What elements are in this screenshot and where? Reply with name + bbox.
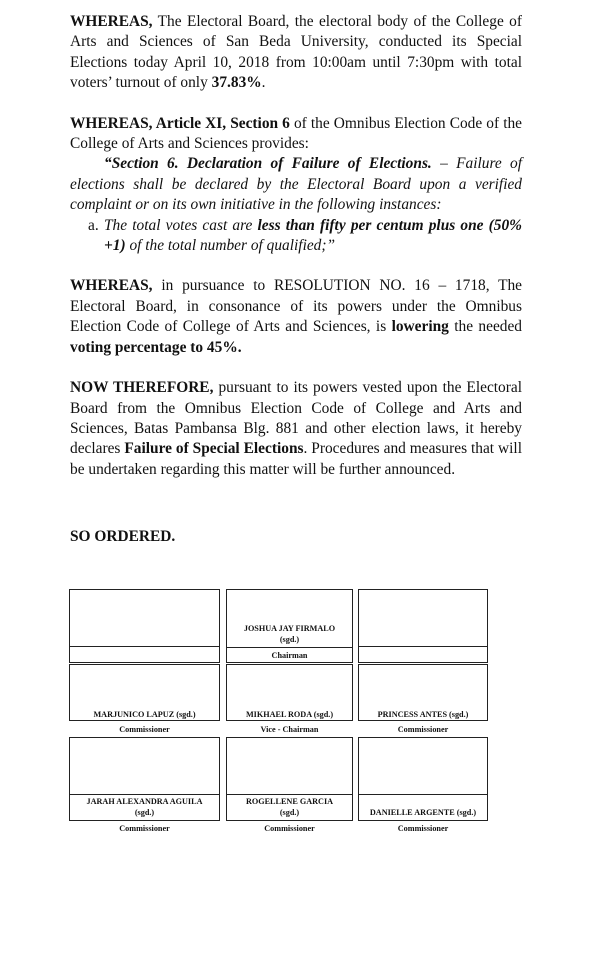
body-text: of the Omnibus Election Code of the College of Arts and Sciences provides: <box>70 114 522 153</box>
lead-text: WHEREAS, <box>70 277 153 295</box>
body-text: in pursuance to RESOLUTION NO. 16 – 1718, The Electoral Board, in consonance of its powers under the Omnibus Election Code of College of Arts and Sciences, is <box>70 277 522 336</box>
argente-title: Commissioner <box>397 824 449 833</box>
divider <box>69 794 220 795</box>
lowering-text: lowering <box>391 318 449 336</box>
chairman-sgd: (sgd.) <box>279 635 300 644</box>
whereas-paragraph-1 <box>70 12 522 94</box>
garcia-title: Commissioner <box>264 824 315 833</box>
turnout-value: 37.83% <box>211 74 262 92</box>
signature-box-empty <box>358 589 488 663</box>
now-therefore-paragraph <box>70 378 522 480</box>
roda-title: Vice - Chairman <box>260 725 319 734</box>
divider <box>358 646 488 647</box>
threshold-text: less than fifty per centum plus one (50% +1) <box>104 216 522 255</box>
item-label: a. <box>88 216 99 234</box>
divider <box>69 646 220 647</box>
aguila-name: JARAH ALEXANDRA AGUILA <box>86 797 203 806</box>
aguila-title: Commissioner <box>119 824 170 833</box>
declaration-text: Failure of Special Elections <box>124 440 304 458</box>
lapuz-name: MARJUNICO LAPUZ (sgd.) <box>93 710 196 719</box>
lead-text: WHEREAS, <box>70 13 153 30</box>
section-heading: “Section 6. Declaration of Failure of Elections. <box>104 155 432 173</box>
chairman-title: Chairman <box>271 651 308 660</box>
argente-name: DANIELLE ARGENTE (sgd.) <box>369 808 477 817</box>
body-text: The Electoral Board, the electoral body of the College of Arts and Sciences of San Beda University, conducted its Special Elections today April 10, 2018 from 10:00am until 7:30pm with total voters’ turnout of only <box>70 13 522 92</box>
signature-box-empty <box>69 589 220 663</box>
divider <box>226 647 353 648</box>
quoted-item-a <box>88 216 522 257</box>
antes-title: Commissioner <box>397 725 449 734</box>
body-text: . <box>261 74 266 92</box>
garcia-name: ROGELLENE GARCIA <box>245 797 334 806</box>
whereas-paragraph-3 <box>70 276 522 358</box>
whereas-paragraph-2 <box>70 114 522 257</box>
roda-name: MIKHAEL RODA (sgd.) <box>245 710 334 719</box>
percentage-text: voting percentage to 45%. <box>70 338 242 356</box>
body-text: . Procedures and measures that will be undertaken regarding this matter will be further announced. <box>70 440 522 478</box>
quoted-text: – Failure of elections shall be declared by the Electoral Board upon a verified complaint or on its own initiative in the following instances: <box>70 155 522 214</box>
aguila-sgd: (sgd.) <box>134 808 155 817</box>
so-ordered: SO ORDERED. <box>70 528 176 545</box>
lapuz-title: Commissioner <box>119 725 170 734</box>
lead-text: WHEREAS, Article XI, Section 6 <box>70 114 290 132</box>
antes-name: PRINCESS ANTES (sgd.) <box>377 710 469 719</box>
quoted-text: The total votes cast are <box>104 216 258 234</box>
body-text: pursuant to its powers vested upon the Electoral Board from the Omnibus Election Code of College and Arts and Sciences, Batas Pambansa Blg. 881 and other election laws, it hereby declares <box>70 379 522 458</box>
resolution-body <box>70 12 522 500</box>
divider <box>226 794 353 795</box>
body-text: the needed <box>448 318 523 336</box>
quoted-text: of the total number of qualified;” <box>125 237 336 255</box>
quoted-section <box>70 154 522 215</box>
garcia-sgd: (sgd.) <box>279 808 300 817</box>
divider <box>358 794 488 795</box>
chairman-name: JOSHUA JAY FIRMALO <box>243 624 336 633</box>
lead-text: NOW THEREFORE, <box>70 379 214 397</box>
